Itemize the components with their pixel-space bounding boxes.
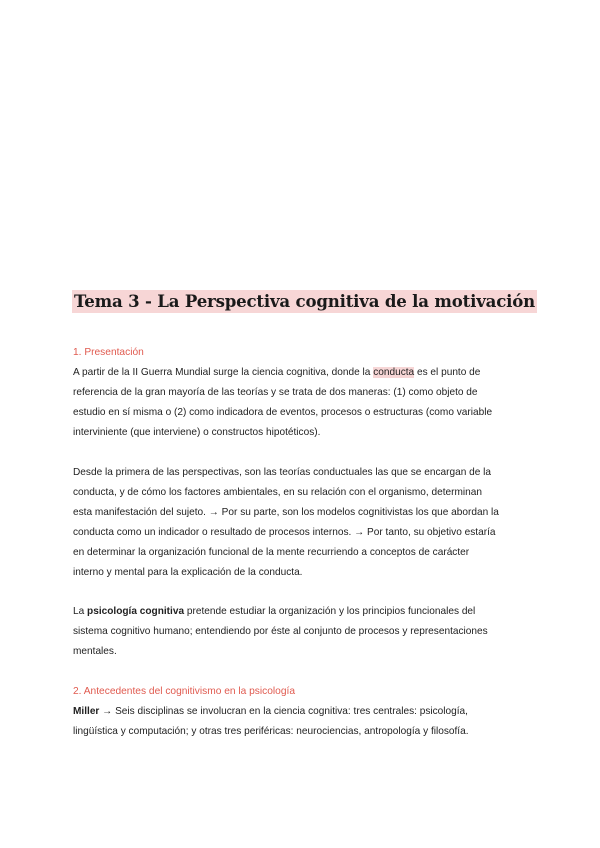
text-line: mentales. [73, 646, 117, 657]
text-line: estudio en sí misma o (2) como indicadora de eventos, procesos o estructuras (como variable [73, 407, 493, 418]
bold-term: Miller [73, 706, 100, 717]
text-line: esta manifestación del sujeto. → Por su parte, son los modelos cognitivistas los que abordan la [73, 507, 499, 518]
section-heading-presentacion: 1. Presentación [73, 347, 144, 358]
text-line: sistema cognitivo humano; entendiendo por éste al conjunto de procesos y representaciones [73, 626, 488, 637]
text-line: referencia de la gran mayoría de las teorías y se trata de dos maneras: (1) como objeto de [73, 387, 478, 398]
text-line: interno y mental para la explicación de la conducta. [73, 567, 303, 578]
text-line: en determinar la organización funcional de la mente recurriendo a conceptos de carácter [73, 547, 470, 558]
text-line: La psicología cognitiva pretende estudiar la organización y los principios funcionales del [73, 606, 476, 617]
text-line: interviniente (que interviene) o constructos hipotéticos). [73, 427, 321, 438]
section-heading-antecedentes: 2. Antecedentes del cognitivismo en la psicología [73, 686, 296, 697]
paragraph [73, 702, 533, 742]
bold-term: psicología cognitiva [87, 606, 185, 617]
paragraph [73, 602, 533, 662]
text-line: lingüística y computación; y otras tres periféricas: neurociencias, antropología y filosofía. [73, 726, 469, 737]
document-title: Tema 3 - La Perspectiva cognitiva de la motivación [74, 291, 535, 311]
text-line: A partir de la II Guerra Mundial surge la ciencia cognitiva, donde la conducta es el punto de [73, 367, 481, 378]
text-line: conducta como un indicador o resultado de procesos internos. → Por tanto, su objetivo estaría [73, 527, 496, 538]
highlighted-term: conducta [373, 367, 415, 378]
paragraph [73, 363, 533, 443]
text-line: Miller → Seis disciplinas se involucran en la ciencia cognitiva: tres centrales: psicología, [73, 706, 468, 717]
text-line: conducta, y de cómo los factores ambientales, en su relación con el organismo, determinan [73, 487, 483, 498]
paragraph [73, 463, 533, 583]
document-title-wrapper [72, 290, 537, 313]
text-line: Desde la primera de las perspectivas, son las teorías conductuales las que se encargan de la [73, 467, 492, 478]
